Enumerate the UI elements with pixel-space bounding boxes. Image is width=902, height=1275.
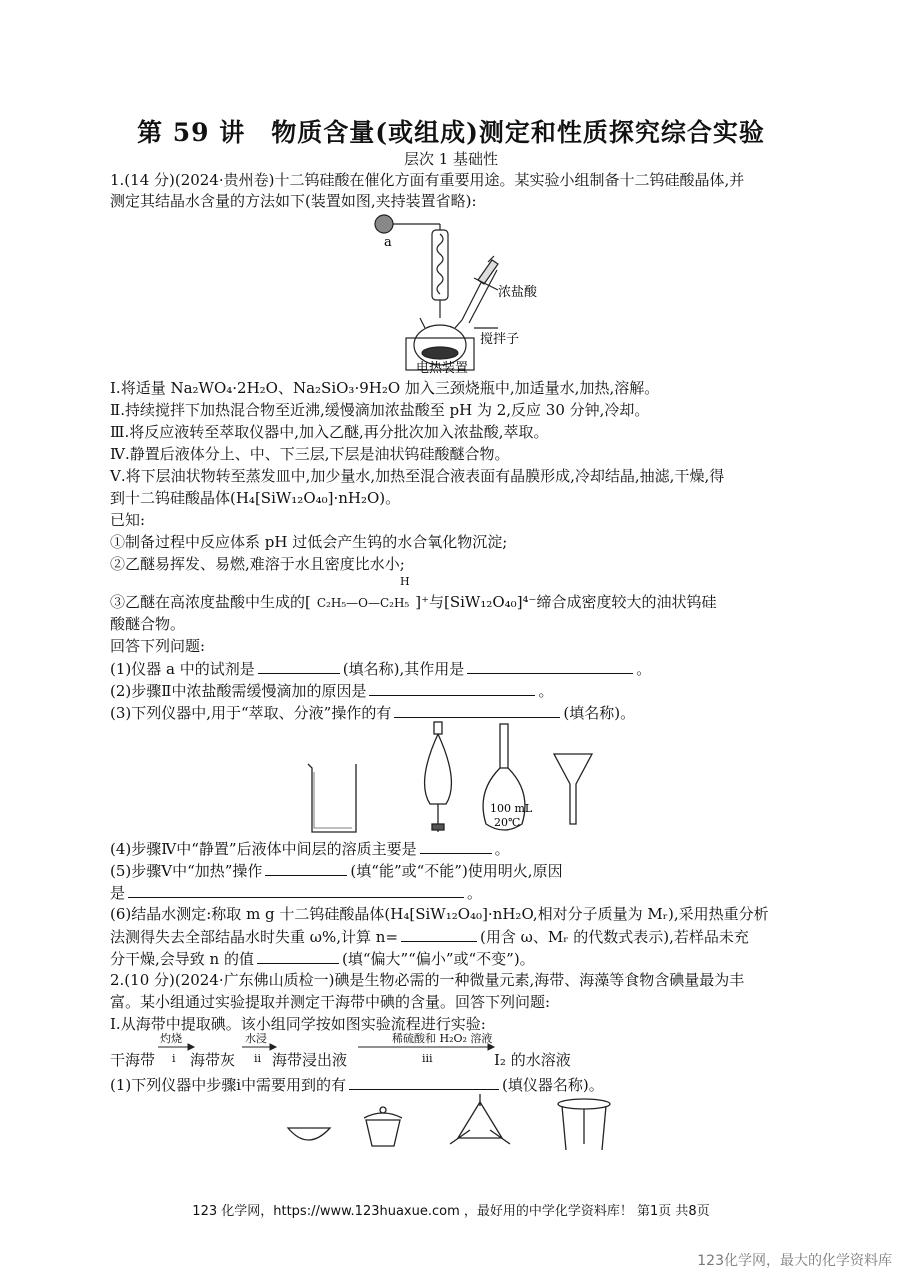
question-1-6-line1: (6)结晶水测定:称取 m g 十二钨硅酸晶体(H₄[SiW₁₂O₄₀]·nH₂O,相对分子质量为 Mᵣ),采用热重分析: [110, 905, 769, 923]
flow-arrows: [110, 1030, 590, 1074]
step-3: Ⅲ.将反应液转至萃取仪器中,加入乙醚,再分批次加入浓盐酸,萃取。: [110, 423, 549, 441]
q1-1-text-a: (1)仪器 a 中的试剂是: [110, 660, 255, 678]
q1-4-text-b: 。: [494, 840, 510, 858]
answer-prompt: 回答下列问题:: [110, 637, 206, 655]
q1-4-text-a: (4)步骤Ⅳ中“静置”后液体中间层的溶质主要是: [110, 840, 417, 858]
known-3-suffix: ]⁺与[SiW₁₂O₄₀]⁴⁻缔合成密度较大的油状钨硅: [415, 593, 717, 611]
q1-5-text-c: 是: [110, 884, 126, 902]
q1-5-text-b: (填“能”或“不能”)使用明火,原因: [350, 862, 563, 880]
answer-blank[interactable]: [258, 658, 340, 674]
q2-apparatus-figure: [280, 1094, 620, 1154]
q1-3-text-a: (3)下列仪器中,用于“萃取、分液”操作的有: [110, 704, 392, 722]
question-1-6-line3: [110, 948, 535, 969]
q1-6-text-b: 法测得失去全部结晶水时失重 ω%,计算 n=: [110, 928, 399, 946]
question-1-4: [110, 838, 510, 859]
answer-blank[interactable]: [369, 680, 535, 696]
answer-blank[interactable]: [467, 658, 633, 674]
step-2: Ⅱ.持续搅拌下加热混合物至近沸,缓慢滴加浓盐酸至 pH 为 2,反应 30 分钟,冷却。: [110, 401, 650, 419]
known-1: ①制备过程中反应体系 pH 过低会产生钨的水合氧化物沉淀;: [110, 533, 508, 551]
answer-blank[interactable]: [257, 948, 339, 964]
flow-node-2: 海带灰: [190, 1051, 236, 1069]
answer-blank[interactable]: [349, 1074, 499, 1090]
question-1-5: [110, 860, 563, 881]
arrow-label-bottom-1: ⅰ: [172, 1052, 176, 1065]
ether-formula: C₂H₅—O—C₂H₅: [316, 596, 410, 610]
q1-1-text-c: 。: [636, 660, 652, 678]
q2-1-text-a: (1)下列仪器中步骤ⅰ中需要用到的有: [110, 1076, 347, 1094]
q1-3-text-b: (填名称)。: [563, 704, 636, 722]
step-5-line1: Ⅴ.将下层油状物转至蒸发皿中,加少量水,加热至混合液表面有晶膜形成,冷却结晶,抽滤,干燥,得: [110, 467, 725, 485]
answer-blank[interactable]: [128, 882, 464, 898]
known-3-line1: [110, 592, 716, 613]
formula-h-atom: H: [400, 575, 410, 588]
q1-1-text-b: (填名称),其作用是: [342, 660, 465, 678]
flask-temp-label: 20℃: [494, 816, 521, 829]
question-1-1: [110, 658, 651, 679]
q1-5-text-a: (5)步骤Ⅴ中“加热”操作: [110, 862, 263, 880]
q2-question-1: [110, 1074, 604, 1095]
label-a: a: [384, 235, 392, 250]
page-footer: 123 化学网，https://www.123huaxue.com ，最好用的中学化学资料库！ 第1页 共8页: [192, 1204, 710, 1219]
known-heading: 已知:: [110, 511, 146, 529]
label-heater: 电热装置: [416, 361, 469, 376]
step-1: Ⅰ.将适量 Na₂WO₄·2H₂O、Na₂SiO₃·9H₂O 加入三颈烧瓶中,加适量水,加热,溶解。: [110, 379, 660, 397]
watermark: 123化学网，最大的化学资料库: [697, 1253, 892, 1269]
flow-node-3: 海带浸出液: [272, 1051, 348, 1069]
glassware-figure: [300, 720, 600, 838]
label-stir-bar: 搅拌子: [480, 332, 520, 347]
answer-blank[interactable]: [265, 860, 347, 876]
arrow-label-top-1: 灼烧: [160, 1032, 182, 1045]
section-level: 层次 1 基础性: [403, 150, 499, 168]
funnel-icon: [554, 754, 592, 824]
q1-6-text-d: 分干燥,会导致 n 的值: [110, 950, 254, 968]
drying-tube-bulb: [375, 215, 393, 233]
arrow-label-top-2: 水浸: [245, 1032, 267, 1045]
answer-blank[interactable]: [394, 702, 560, 718]
q2-1-text-b: (填仪器名称)。: [502, 1076, 604, 1094]
arrow-label-bottom-3: ⅲ: [422, 1052, 433, 1065]
step-4: Ⅳ.静置后液体分上、中、下三层,下层是油状钨硅酸醚合物。: [110, 445, 510, 463]
question-1-2: [110, 680, 553, 701]
q1-2-text-b: 。: [538, 682, 554, 700]
beaker-icon: [308, 764, 356, 832]
clay-triangle-icon: [450, 1094, 510, 1144]
arrow-label-bottom-2: ⅱ: [254, 1052, 262, 1065]
tripod-icon: [558, 1099, 610, 1150]
evaporating-dish-icon: [288, 1128, 330, 1140]
question-1-5-line2: [110, 882, 482, 903]
separatory-funnel-icon: [425, 722, 452, 832]
flow-node-1: 干海带: [110, 1051, 156, 1069]
answer-blank[interactable]: [401, 926, 477, 942]
crucible-icon: [364, 1107, 402, 1146]
page-title: 第 59 讲 物质含量(或组成)测定和性质探究综合实验: [137, 118, 765, 147]
known-3-prefix: ③乙醚在高浓度盐酸中生成的[: [110, 593, 311, 611]
q1-5-text-d: 。: [467, 884, 483, 902]
flask-volume-label: 100 mL: [490, 802, 533, 815]
label-conc-hcl: 浓盐酸: [498, 285, 538, 300]
process-flow: [110, 1030, 590, 1074]
q2-intro-line1: 2.(10 分)(2024·广东佛山质检一)碘是生物必需的一种微量元素,海带、海藻等食物含碘量最为丰: [110, 971, 745, 989]
q2-intro-line2: 富。某小组通过实验提取并测定干海带中碘的含量。回答下列问题:: [110, 993, 551, 1011]
q1-2-text-a: (2)步骤Ⅱ中浓盐酸需缓慢滴加的原因是: [110, 682, 367, 700]
arrow-label-top-3: 稀硫酸和 H₂O₂ 溶液: [392, 1032, 493, 1045]
step-5-line2: 到十二钨硅酸晶体(H₄[SiW₁₂O₄₀]·nH₂O)。: [110, 489, 401, 507]
answer-blank[interactable]: [420, 838, 492, 854]
q1-intro-line1: 1.(14 分)(2024·贵州卷)十二钨硅酸在催化方面有重要用途。某实验小组制备十二钨硅酸晶体,并: [110, 171, 745, 189]
known-3-line2: 酸醚合物。: [110, 615, 186, 633]
question-1-6-line2: [110, 926, 749, 947]
known-2: ②乙醚易挥发、易燃,难溶于水且密度比水小;: [110, 555, 405, 573]
flow-node-4: I₂ 的水溶液: [494, 1051, 571, 1069]
q2-part1: Ⅰ.从海带中提取碘。该小组同学按如图实验流程进行实验:: [110, 1015, 486, 1033]
q1-6-text-e: (填“偏大”“偏小”或“不变”)。: [341, 950, 535, 968]
apparatus-figure: [370, 210, 560, 380]
q1-intro-line2: 测定其结晶水含量的方法如下(装置如图,夹持装置省略):: [110, 192, 477, 210]
q1-6-text-c: (用含 ω、Mᵣ 的代数式表示),若样品未充: [480, 928, 749, 946]
